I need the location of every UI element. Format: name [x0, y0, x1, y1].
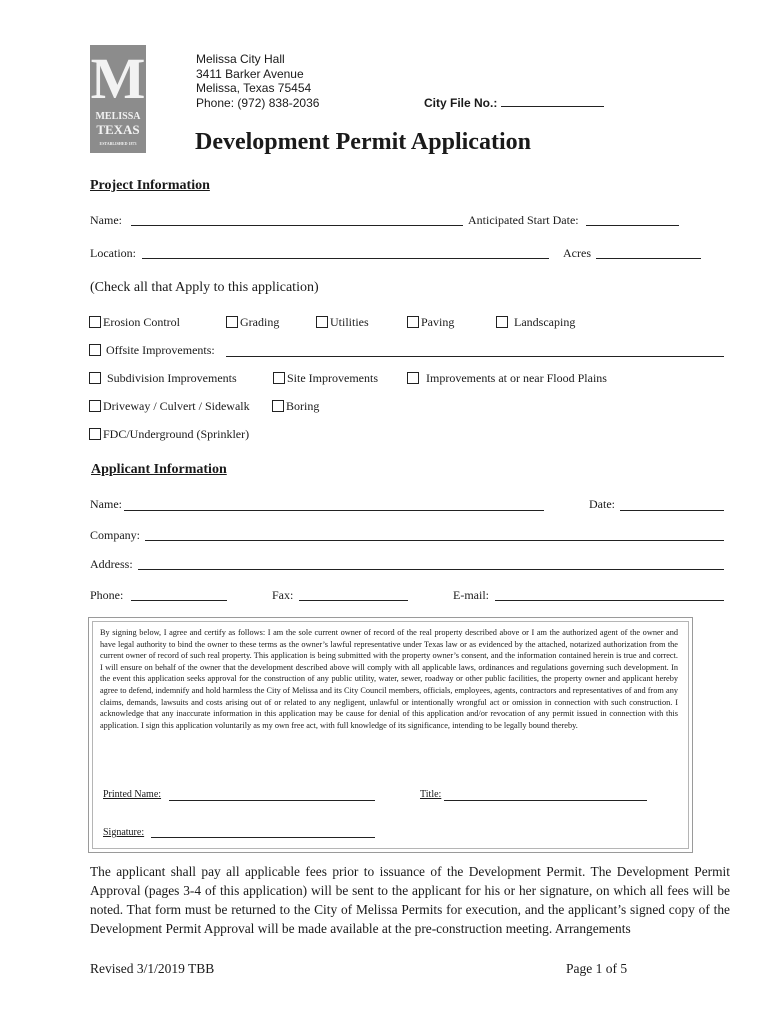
printed-name-field[interactable]: [169, 800, 375, 801]
checkbox[interactable]: [226, 316, 238, 328]
city-file-label: City File No.:: [424, 96, 498, 110]
project-name-label: Name:: [90, 213, 122, 227]
fax-field[interactable]: [299, 600, 408, 601]
checkbox[interactable]: [89, 372, 101, 384]
check-label: Boring: [286, 399, 320, 413]
applicant-heading: Applicant Information: [91, 462, 227, 477]
city-file-no: [424, 95, 604, 110]
printed-name-label: Printed Name:: [103, 789, 162, 800]
check-offsite-improvements[interactable]: [89, 343, 215, 358]
address-label: Address:: [90, 557, 133, 571]
logo-word-melissa: MELISSA: [95, 111, 141, 122]
email-field[interactable]: [495, 600, 724, 601]
page-number: Page 1 of 5: [566, 961, 628, 976]
checkbox[interactable]: [89, 400, 101, 412]
certification-text: By signing below, I agree and certify as follows: I am the sole current owner of record of the real property described above or I am the authorized agent of the owner and have legal authority to bind the owner to these terms as the owner’s lawful representative under Texas law or as evidenced by the attached, notarized authorization from the current owner of record of such real property. This application is being submitted with the property owner’s consent, and the information contained herein is true and correct. I will ensure on behalf of the owner that the development described above will comply with all applicable laws, ordinances and regulations governing such development. In the event this application seeks approval for the construction of any public utility, water, sewer, roadway or other public facilities, the property owner and applicant hereby agree to defend, indemnify and hold harmless the City of Melissa and its City Council members, officials, employees, agents, contractors and representatives of and from any claims, demands, lawsuits and costs arising out of or related to any negligent, unlawful or intentionally wrongful act or omission in connection with such construction. I acknowledge that any inaccurate information in this application may be cause for denial of this application and/or revocation of any permit issued in connection with this application. I sign this application voluntarily as my own free act, with full knowledge of its significance, intending to be legally bound thereby.: [100, 628, 678, 730]
fees-paragraph: The applicant shall pay all applicable fees prior to issuance of the Development Permit. The Development Permit Approval (pages 3-4 of this application) will be sent to the applicant for his or her signature, on which all fees will be noted. That form must be returned to the City of Melissa Permits for execution, and the applicant’s signed copy of the Development Permit Approval will be made available at the pre-construction meeting. Arrangements: [90, 864, 730, 936]
logo-letter: M: [90, 46, 146, 111]
title-field[interactable]: [444, 800, 647, 801]
check-boring[interactable]: [272, 399, 319, 414]
applicant-name-label: Name:: [90, 497, 122, 511]
checkbox[interactable]: [273, 372, 285, 384]
address-block: [196, 52, 319, 110]
address-line: Melissa City Hall: [196, 52, 285, 66]
start-date-label: Anticipated Start Date:: [468, 213, 579, 227]
applicant-name-field[interactable]: [124, 510, 544, 511]
address-field[interactable]: [138, 569, 724, 570]
checkbox[interactable]: [89, 428, 101, 440]
date-label: Date:: [589, 497, 615, 511]
checkbox[interactable]: [89, 344, 101, 356]
fax-label: Fax:: [272, 588, 294, 602]
check-prompt: (Check all that Apply to this application): [90, 280, 319, 295]
address-line: Phone: (972) 838-2036: [196, 95, 320, 110]
checkbox[interactable]: [407, 372, 419, 384]
check-label: Erosion Control: [103, 315, 180, 329]
check-label: Site Improvements: [287, 371, 378, 385]
address-line: 3411 Barker Avenue: [196, 66, 304, 81]
check-label: Subdivision Improvements: [107, 371, 237, 385]
check-label: Paving: [421, 315, 455, 329]
check-label: Offsite Improvements:: [106, 343, 215, 357]
location-field[interactable]: [142, 258, 549, 259]
company-field[interactable]: [145, 540, 724, 541]
title-label: Title:: [420, 789, 442, 800]
check-driveway[interactable]: [89, 399, 250, 414]
check-label: Grading: [240, 315, 280, 329]
phone-label: Phone:: [90, 588, 124, 602]
offsite-field[interactable]: [226, 356, 724, 357]
project-name-field[interactable]: [131, 225, 463, 226]
location-label: Location:: [90, 246, 136, 260]
check-grading[interactable]: [226, 315, 279, 330]
check-label: Driveway / Culvert / Sidewalk: [103, 399, 250, 413]
checkbox[interactable]: [407, 316, 419, 328]
acres-field[interactable]: [596, 258, 701, 259]
check-utilities[interactable]: [316, 315, 369, 330]
start-date-field[interactable]: [586, 225, 679, 226]
check-label: Landscaping: [514, 315, 576, 329]
project-heading: Project Information: [90, 178, 210, 193]
date-field[interactable]: [620, 510, 724, 511]
page-title: Development Permit Application: [195, 129, 531, 155]
phone-field[interactable]: [131, 600, 227, 601]
acres-label: Acres: [563, 246, 591, 260]
city-logo: [90, 45, 146, 153]
company-label: Company:: [90, 528, 140, 542]
city-file-field[interactable]: [501, 95, 604, 107]
checkbox[interactable]: [89, 316, 101, 328]
logo-tagline: ESTABLISHED 1873: [99, 141, 137, 146]
check-fdc-underground[interactable]: [89, 427, 249, 442]
logo-word-texas: TEXAS: [96, 122, 140, 137]
address-line: Melissa, Texas 75454: [196, 81, 312, 95]
check-landscaping[interactable]: [496, 315, 575, 330]
check-label: FDC/Underground (Sprinkler): [103, 427, 250, 441]
revision-note: Revised 3/1/2019 TBB: [90, 961, 215, 976]
check-erosion-control[interactable]: [89, 315, 180, 330]
checkbox[interactable]: [496, 316, 508, 328]
signature-field[interactable]: [151, 837, 375, 838]
check-flood-plains[interactable]: [407, 371, 607, 386]
check-subdivision-improvements[interactable]: [89, 371, 237, 386]
checkbox[interactable]: [272, 400, 284, 412]
check-site-improvements[interactable]: [273, 371, 378, 386]
email-label: E-mail:: [453, 588, 489, 602]
signature-label: Signature:: [103, 827, 145, 838]
certification-box: [88, 617, 693, 853]
check-label: Utilities: [330, 315, 369, 329]
check-label: Improvements at or near Flood Plains: [426, 371, 607, 385]
check-paving[interactable]: [407, 315, 454, 330]
checkbox[interactable]: [316, 316, 328, 328]
